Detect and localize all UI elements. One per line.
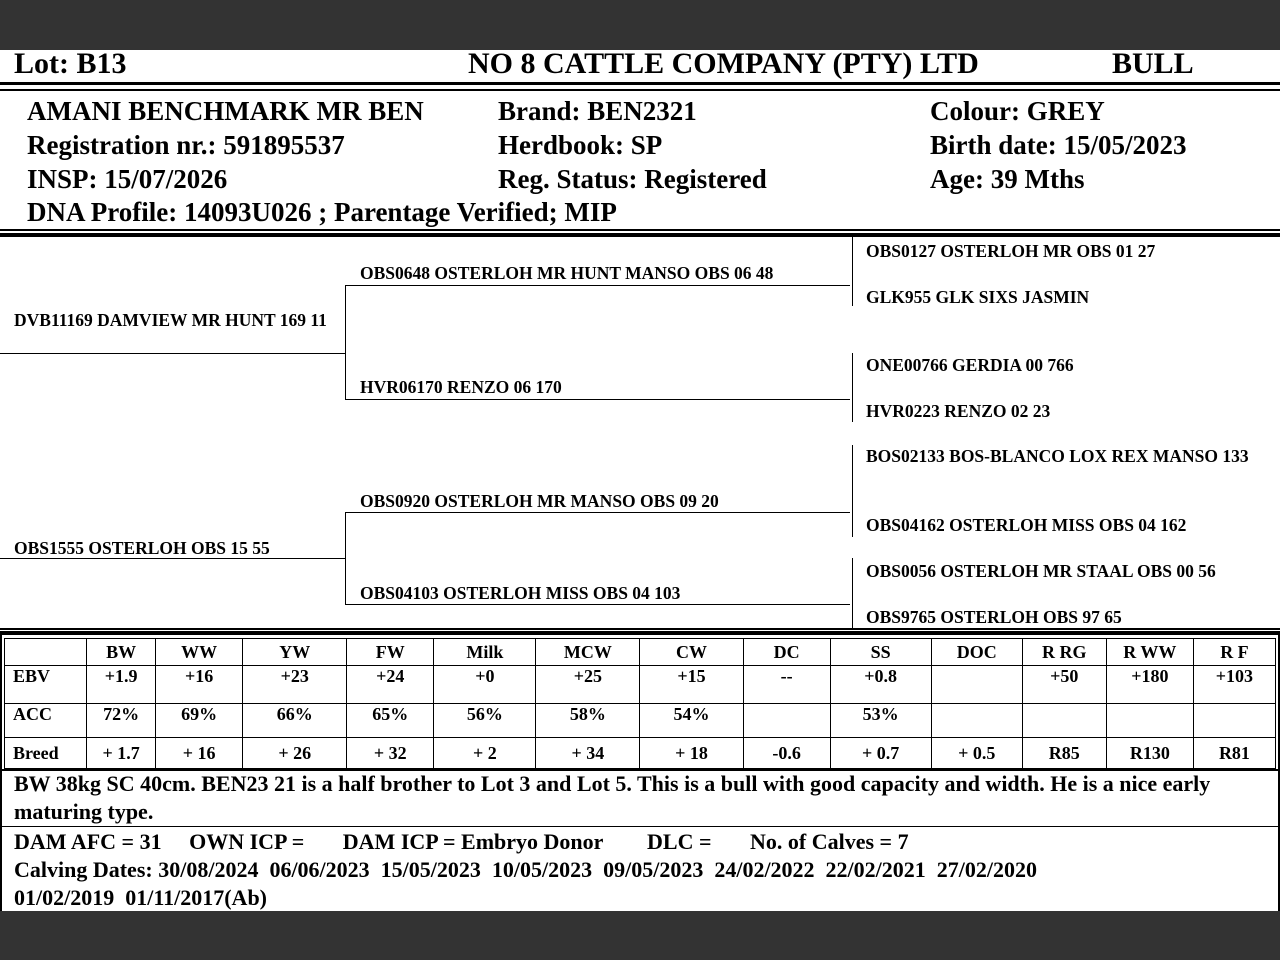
table-cell: + 32 bbox=[347, 738, 434, 769]
comment-bottom-rule bbox=[0, 826, 1280, 827]
table-cell: 58% bbox=[536, 704, 640, 738]
sd-bracket bbox=[852, 353, 853, 422]
header-cell-yw: YW bbox=[243, 639, 347, 666]
header-cell-ww: WW bbox=[156, 639, 243, 666]
pedigree-rule-thin bbox=[0, 628, 1280, 630]
dam-line bbox=[0, 558, 346, 559]
header-cell-rrg: R RG bbox=[1022, 639, 1106, 666]
table-cell bbox=[1022, 704, 1106, 738]
table-cell: + 34 bbox=[536, 738, 640, 769]
pedigree-dds: OBS0056 OSTERLOH MR STAAL OBS 00 56 bbox=[866, 561, 1216, 581]
pedigree-sire: DVB11169 DAMVIEW MR HUNT 169 11 bbox=[14, 310, 327, 330]
herdbook: Herdbook: SP bbox=[498, 130, 663, 160]
header-cell-cw: CW bbox=[640, 639, 743, 666]
comment-left-border bbox=[0, 769, 2, 911]
sire-line bbox=[0, 353, 346, 354]
header-cell-rf: R F bbox=[1193, 639, 1275, 666]
dam-bracket bbox=[345, 512, 346, 605]
pedigree-rule bbox=[0, 631, 1280, 635]
dna-profile: DNA Profile: 14093U026 ; Parentage Verified; MIP bbox=[27, 197, 617, 227]
table-cell: 66% bbox=[243, 704, 347, 738]
table-cell: R130 bbox=[1106, 738, 1193, 769]
ebv-row bbox=[5, 666, 1276, 704]
birth-date: Birth date: 15/05/2023 bbox=[930, 130, 1187, 160]
calving-dates: Calving Dates: 30/08/2024 06/06/2023 15/05/2023 10/05/2023 09/05/2023 24/02/2022 22/02/2021 27/02/2020 bbox=[14, 857, 1038, 882]
sire-sire-line bbox=[345, 285, 850, 286]
table-cell: + 0.5 bbox=[931, 738, 1022, 769]
table-cell bbox=[931, 666, 1022, 704]
ebv-header-row bbox=[5, 639, 1276, 666]
pedigree-dam: OBS1555 OSTERLOH OBS 15 55 bbox=[14, 538, 270, 558]
header-rule bbox=[0, 82, 1280, 85]
table-cell: + 18 bbox=[640, 738, 743, 769]
table-cell: +25 bbox=[536, 666, 640, 704]
header-cell-doc: DOC bbox=[931, 639, 1022, 666]
header-cell-dc: DC bbox=[743, 639, 830, 666]
header-cell bbox=[5, 639, 87, 666]
age: Age: 39 Mths bbox=[930, 164, 1085, 194]
row-label: EBV bbox=[5, 666, 87, 704]
dam-stats: DAM AFC = 31 OWN ICP = DAM ICP = Embryo Donor DLC = No. of Calves = 7 bbox=[14, 829, 909, 854]
pedigree-ddd: OBS9765 OSTERLOH OBS 97 65 bbox=[866, 607, 1122, 627]
pedigree-sire-sire: OBS0648 OSTERLOH MR HUNT MANSO OBS 06 48 bbox=[360, 263, 774, 283]
pedigree-sss: OBS0127 OSTERLOH MR OBS 01 27 bbox=[866, 241, 1156, 261]
table-cell: + 1.7 bbox=[87, 738, 156, 769]
table-cell: -- bbox=[743, 666, 830, 704]
header-cell-rww: R WW bbox=[1106, 639, 1193, 666]
table-left-border bbox=[0, 635, 2, 771]
pedigree-dss: BOS02133 BOS-BLANCO LOX REX MANSO 133 bbox=[866, 446, 1249, 466]
ss-bracket bbox=[852, 237, 853, 306]
table-cell: R85 bbox=[1022, 738, 1106, 769]
animal-sex: BULL bbox=[1112, 47, 1194, 80]
table-cell: 56% bbox=[434, 704, 536, 738]
lot-number: Lot: B13 bbox=[14, 47, 127, 80]
registration-number: Registration nr.: 591895537 bbox=[27, 130, 345, 160]
brand: Brand: BEN2321 bbox=[498, 96, 697, 126]
dam-sire-line bbox=[345, 512, 850, 513]
table-cell: +103 bbox=[1193, 666, 1275, 704]
table-cell: +180 bbox=[1106, 666, 1193, 704]
dam-dam-line bbox=[345, 604, 850, 605]
pedigree-sire-dam: HVR06170 RENZO 06 170 bbox=[360, 377, 562, 397]
pedigree-ssd: GLK955 GLK SIXS JASMIN bbox=[866, 287, 1090, 307]
pedigree-sdd: HVR0223 RENZO 02 23 bbox=[866, 401, 1051, 421]
acc-row bbox=[5, 704, 1276, 738]
header-cell-fw: FW bbox=[347, 639, 434, 666]
header-cell-ss: SS bbox=[830, 639, 931, 666]
table-cell: 53% bbox=[830, 704, 931, 738]
pedigree-dam-dam: OBS04103 OSTERLOH MISS OBS 04 103 bbox=[360, 583, 681, 603]
table-cell: 72% bbox=[87, 704, 156, 738]
table-cell: 54% bbox=[640, 704, 743, 738]
reg-status: Reg. Status: Registered bbox=[498, 164, 767, 194]
table-cell: + 0.7 bbox=[830, 738, 931, 769]
table-cell: -0.6 bbox=[743, 738, 830, 769]
table-cell: +15 bbox=[640, 666, 743, 704]
table-cell: + 26 bbox=[243, 738, 347, 769]
company-name: NO 8 CATTLE COMPANY (PTY) LTD bbox=[468, 47, 979, 80]
table-cell: R81 bbox=[1193, 738, 1275, 769]
insp-date: INSP: 15/07/2026 bbox=[27, 164, 228, 194]
table-cell: + 2 bbox=[434, 738, 536, 769]
table-cell bbox=[1193, 704, 1275, 738]
table-cell bbox=[743, 704, 830, 738]
table-cell: + 16 bbox=[156, 738, 243, 769]
comment-text: BW 38kg SC 40cm. BEN23 21 is a half brother to Lot 3 and Lot 5. This is a bull with good capacity and width. He is a nice early maturing type. bbox=[14, 771, 1211, 824]
table-cell: +24 bbox=[347, 666, 434, 704]
header-rule-thin bbox=[0, 89, 1280, 91]
pedigree-dsd: OBS04162 OSTERLOH MISS OBS 04 162 bbox=[866, 515, 1187, 535]
colour: Colour: GREY bbox=[930, 96, 1105, 126]
sire-bracket bbox=[345, 285, 346, 400]
ebv-table bbox=[4, 638, 1276, 769]
lot-sheet bbox=[0, 47, 1280, 911]
row-label: ACC bbox=[5, 704, 87, 738]
header-cell-milk: Milk bbox=[434, 639, 536, 666]
table-cell: +16 bbox=[156, 666, 243, 704]
sire-dam-line bbox=[345, 399, 850, 400]
header-cell-mcw: MCW bbox=[536, 639, 640, 666]
pedigree-dam-sire: OBS0920 OSTERLOH MR MANSO OBS 09 20 bbox=[360, 491, 719, 511]
animal-name: AMANI BENCHMARK MR BEN bbox=[27, 96, 424, 126]
table-cell: +50 bbox=[1022, 666, 1106, 704]
calving-dates-continued: 01/02/2019 01/11/2017(Ab) bbox=[14, 885, 268, 910]
row-label: Breed bbox=[5, 738, 87, 769]
table-cell bbox=[1106, 704, 1193, 738]
table-cell: 69% bbox=[156, 704, 243, 738]
info-rule-thin bbox=[0, 229, 1280, 231]
table-cell: 65% bbox=[347, 704, 434, 738]
ds-bracket bbox=[852, 445, 853, 537]
table-cell bbox=[931, 704, 1022, 738]
table-cell: +1.9 bbox=[87, 666, 156, 704]
table-cell: +0.8 bbox=[830, 666, 931, 704]
dd-bracket bbox=[852, 558, 853, 628]
header-cell-bw: BW bbox=[87, 639, 156, 666]
table-cell: +23 bbox=[243, 666, 347, 704]
info-rule bbox=[0, 233, 1280, 237]
table-cell: +0 bbox=[434, 666, 536, 704]
breed-row bbox=[5, 738, 1276, 769]
pedigree-sds: ONE00766 GERDIA 00 766 bbox=[866, 355, 1074, 375]
